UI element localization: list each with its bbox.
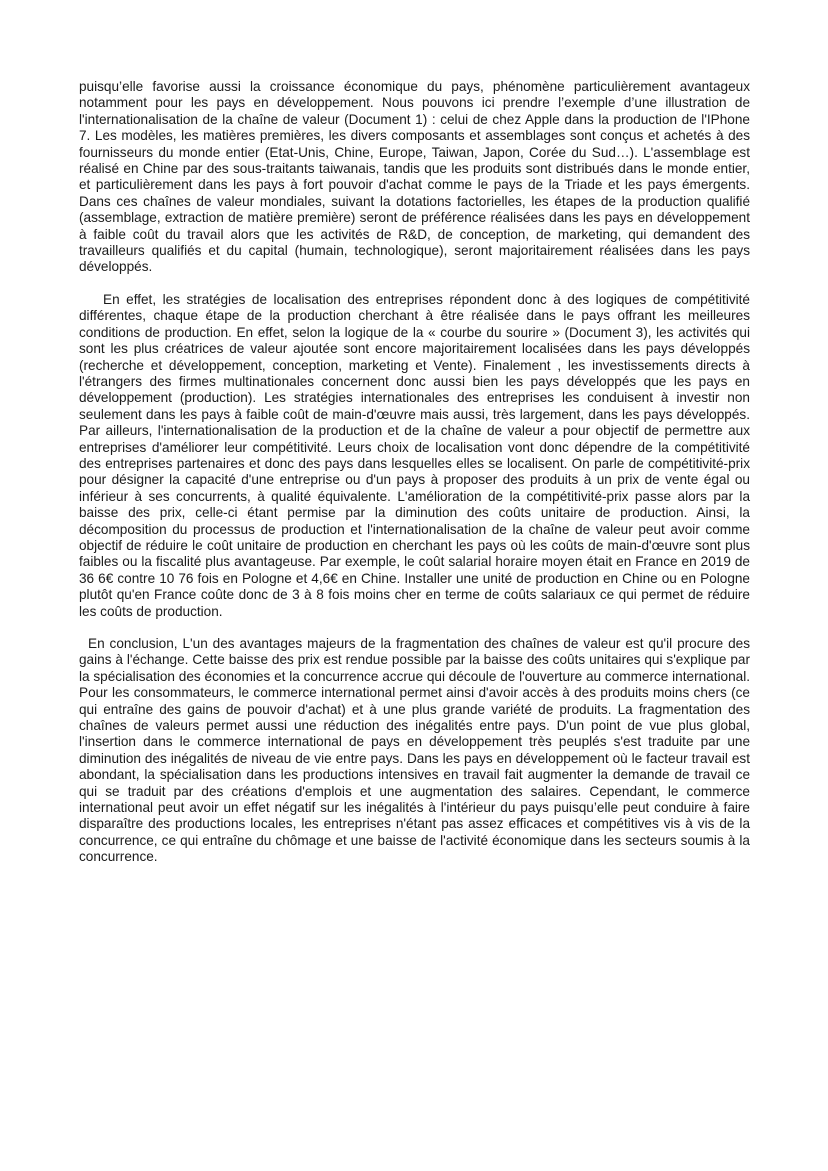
paragraph-localisation-strategies: En effet, les stratégies de localisation des entreprises répondent donc à des logiques de compétitivité différentes, chaque étape de la production cherchant à être réalisée dans le pays offrant les meilleures conditions de production. En effet, selon la logique de la « courbe du sourire » (Document 3), les activités qui sont les plus créatrices de valeur ajoutée sont encore majoritairement localisées dans les pays développés (recherche et développement, conception, marketing et Vente). Finalement , les investissements directs à l'étrangers des firmes multinationales concernent donc aussi bien les pays développés que les pays en développement (production). Les stratégies internationales des entreprises les conduisent à investir non seulement dans les pays à faible coût de main-d'œuvre mais aussi, très largement, dans les pays développés. Par ailleurs, l'internationalisation de la production et de la chaîne de valeur a pour objectif de permettre aux entreprises d'améliorer leur compétitivité. Leurs choix de localisation vont donc dépendre de la compétitivité des entreprises partenaires et donc des pays dans lesquelles elles se localisent. On parle de compétitivité-prix pour désigner la capacité d'une entreprise ou d'un pays à proposer des produits à un prix de vente égal ou inférieur à ses concurrents, à qualité équivalente. L'amélioration de la compétitivité-prix passe alors par la baisse des prix, celle-ci étant permise par la diminution des coûts unitaire de production. Ainsi, la décomposition du processus de production et l'internationalisation de la chaîne de valeur peut avoir comme objectif de réduire le coût unitaire de production en cherchant les pays où les coûts de main-d'œuvre sont plus faibles ou la fiscalité plus avantageuse. Par exemple, le coût salarial horaire moyen était en France en 2019 de 36 6€ contre 10 76 fois en Pologne et 4,6€ en Chine. Installer une unité de production en Chine ou en Pologne plutôt qu'en France coûte donc de 3 à 8 fois moins cher en terme de coûts salariaux ce qui permet de réduire les coûts de production.	[79, 291, 750, 619]
document-page	[79, 79, 750, 866]
paragraph-conclusion: En conclusion, L'un des avantages majeurs de la fragmentation des chaînes de valeur est qu'il procure des gains à l'échange. Cette baisse des prix est rendue possible par la baisse des coûts unitaires qui s'explique par la spécialisation des économies et la concurrence accrue qui découle de l'ouverture au commerce international. Pour les consommateurs, le commerce international permet ainsi d'avoir accès à des produits moins chers (ce qui entraîne des gains de pouvoir d'achat) et à une plus grande variété de produits. La fragmentation des chaînes de valeurs permet aussi une réduction des inégalités entre pays. D'un point de vue plus global, l'insertion dans le commerce international de pays en développement très peuplés s'est traduite par une diminution des inégalités de niveau de vie entre pays. Dans les pays en développement où le facteur travail est abondant, la spécialisation dans les productions intensives en travail fait augmenter la demande de travail ce qui se traduit par des créations d'emplois et une augmentation des salaires. Cependant, le commerce international peut avoir un effet négatif sur les inégalités à l'intérieur du pays puisqu’elle peut conduire à faire disparaître des productions locales, les entreprises n'étant pas assez efficaces et compétitives vis à vis de la concurrence, ce qui entraîne du chômage et une baisse de l'activité économique dans les secteurs soumis à la concurrence.	[79, 636, 750, 865]
paragraph-value-chain-example: puisqu’elle favorise aussi la croissance économique du pays, phénomène particulièrement avantageux notamment pour les pays en développement. Nous pouvons ici prendre l’exemple d’une illustration de l'internationalisation de la chaîne de valeur (Document 1) : celui de chez Apple dans la production de l'IPhone 7. Les modèles, les matières premières, les divers composants et assemblages sont conçus et achetés à des fournisseurs du monde entier (Etat-Unis, Chine, Europe, Taiwan, Japon, Corée du Sud…). L'assemblage est réalisé en Chine par des sous-traitants taiwanais, tandis que les produits sont distribués dans le monde entier, et particulièrement dans les pays à fort pouvoir d'achat comme le pays de la Triade et les pays émergents. Dans ces chaînes de valeur mondiales, suivant la dotations factorielles, les étapes de la production qualifié (assemblage, extraction de matière première) seront de préférence réalisées dans les pays en développement à faible coût du travail alors que les activités de R&D, de conception, de marketing, qui demandent des travailleurs qualifiés et du capital (humain, technologique), seront majoritairement réalisées dans les pays développés.	[79, 79, 750, 275]
